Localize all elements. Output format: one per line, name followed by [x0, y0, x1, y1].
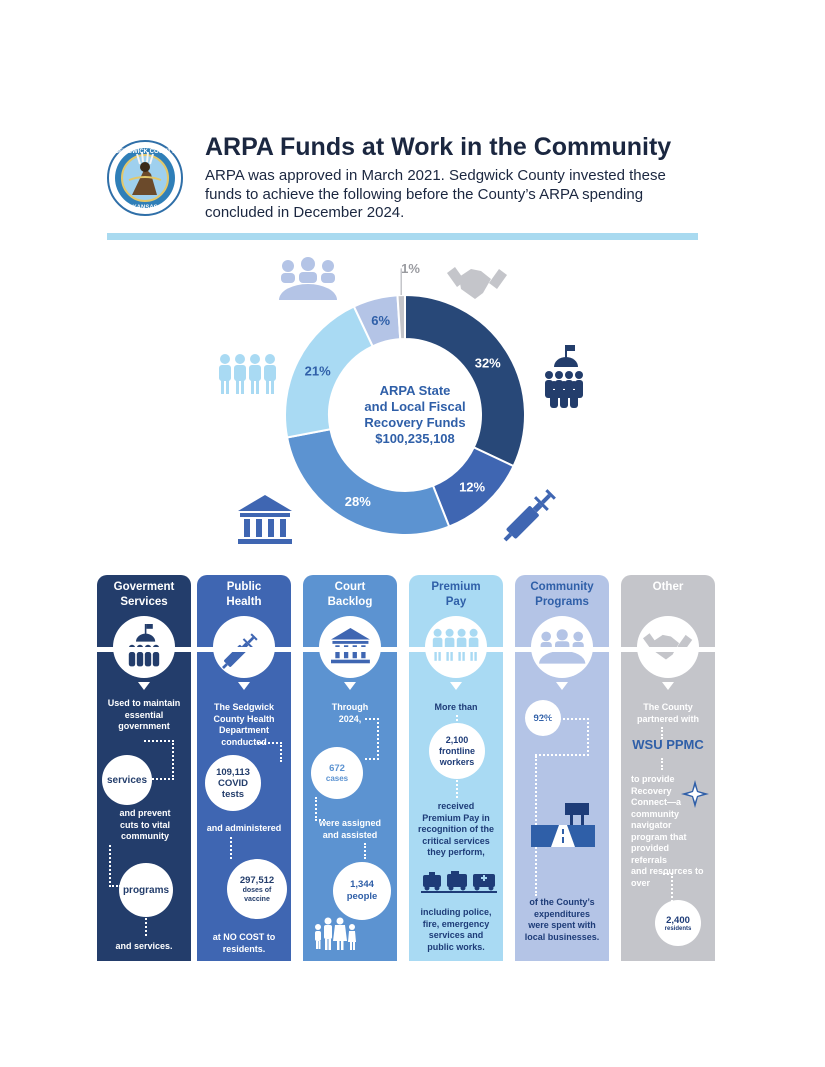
- page-title: ARPA Funds at Work in the Community: [205, 133, 672, 161]
- bubble-line: cases: [325, 774, 349, 783]
- gov-bubble-programs: programs: [119, 863, 173, 917]
- column-title-line: Services: [120, 596, 168, 608]
- text-line: Through: [331, 702, 369, 712]
- other-column: [621, 575, 715, 961]
- column-title-line: Other: [652, 581, 684, 593]
- text-line: Used to maintain: [107, 698, 181, 708]
- text-line: navigator: [631, 820, 672, 830]
- text-line: 2024,: [338, 713, 362, 724]
- text-line: The County: [643, 702, 693, 712]
- column-title-line: Court: [334, 581, 366, 593]
- text-line: fire, emergency: [422, 918, 490, 929]
- column-title-line: Public: [226, 581, 262, 593]
- community-programs-column: [515, 575, 609, 961]
- text-line: were spent with: [528, 920, 596, 930]
- text-line: community: [120, 831, 169, 841]
- column-title: [621, 580, 715, 595]
- bubble-line: doses of: [242, 886, 272, 894]
- slice-percent-label: 1%: [401, 261, 420, 277]
- text-line: Recovery: [631, 785, 672, 796]
- dotted-connector: [145, 918, 147, 936]
- dotted-connector: [364, 843, 366, 859]
- text-line: over: [631, 877, 651, 888]
- text-line: and resources to: [631, 866, 704, 876]
- handshake-icon: [447, 267, 507, 299]
- column-title-line: Health: [226, 596, 262, 608]
- text-line: local businesses.: [524, 931, 600, 942]
- bubble-line: people: [346, 891, 378, 902]
- text-line: services and: [428, 930, 484, 940]
- bubble-line: 2,100: [445, 734, 469, 745]
- slice-percent-label: 28%: [344, 493, 371, 509]
- gov-text-1: [97, 698, 191, 733]
- slice-percent-label: 21%: [304, 363, 331, 379]
- compass-star-icon: [681, 780, 709, 808]
- premium-text-2: [409, 801, 503, 859]
- bubble-line: 1,344: [350, 879, 374, 890]
- center-label-line: and Local Fiscal: [364, 399, 466, 414]
- text-line: Department: [218, 725, 269, 735]
- government-services-column: [97, 575, 191, 961]
- text-line: at NO COST to: [212, 932, 276, 942]
- emergency-vehicles-icon: [421, 871, 497, 893]
- text-line: of the County’s: [529, 897, 595, 907]
- center-label-line: Recovery Funds: [364, 415, 466, 430]
- text-line: received: [437, 801, 475, 811]
- column-title: [303, 580, 397, 610]
- column-title-line: Premium: [431, 581, 481, 593]
- column-title-line: Pay: [445, 596, 467, 608]
- column-title-line: Goverment: [113, 581, 175, 593]
- health-bubble-vaccine: [227, 859, 287, 919]
- column-title: [515, 580, 609, 610]
- text-line: residents.: [222, 943, 266, 954]
- court-backlog-column: [303, 575, 397, 961]
- bubble-number: 672: [329, 763, 345, 774]
- dotted-connector: [230, 837, 232, 859]
- text-line: government: [118, 721, 170, 731]
- premium-pay-column: [409, 575, 503, 961]
- center-label-total: $100,235,108: [375, 431, 455, 446]
- text-line: cuts to vital: [119, 819, 170, 830]
- text-line: including police,: [420, 907, 492, 917]
- syringe-icon: [499, 487, 558, 546]
- community-bubble-percent: 92%: [525, 700, 561, 736]
- text-line: conducted: [221, 736, 267, 747]
- text-line: were assigned: [318, 818, 382, 828]
- premium-bubble-workers: [429, 723, 485, 779]
- bubble-line: residents: [664, 925, 692, 932]
- column-title-line: Community: [530, 581, 594, 593]
- community-icon: [279, 257, 337, 300]
- text-line: expenditures: [533, 908, 591, 919]
- text-line: and prevent: [119, 808, 171, 818]
- text-line: partnered with: [636, 713, 699, 724]
- dotted-connector: [257, 742, 282, 762]
- bubble-line: workers: [439, 756, 475, 767]
- dotted-connector: [365, 718, 379, 760]
- bubble-line: frontline: [439, 745, 475, 756]
- bubble-line: 109,113: [216, 766, 250, 778]
- column-title: [197, 580, 291, 610]
- text-line: program that: [631, 831, 687, 842]
- svg-text:KANSAS: KANSAS: [132, 205, 158, 211]
- road-sign-icon: [531, 799, 595, 847]
- svg-text:SEDGWICK COUNTY: SEDGWICK COUNTY: [115, 149, 175, 155]
- text-line: they perform,: [427, 847, 485, 857]
- bubble-line: vaccine: [244, 895, 270, 903]
- slice-percent-label: 6%: [371, 313, 391, 329]
- text-line: provided referrals: [631, 843, 670, 865]
- courthouse-icon: [238, 495, 292, 544]
- text-line: essential: [124, 709, 164, 720]
- text-line: Connect—a: [631, 797, 682, 807]
- premium-text-1: More than: [434, 702, 478, 712]
- family-icon: [313, 917, 357, 951]
- other-text-1: [621, 702, 715, 725]
- other-bubble-residents: [655, 900, 701, 946]
- center-label-line: ARPA State: [379, 383, 451, 398]
- column-title-line: Programs: [535, 596, 589, 608]
- workers-icon: [219, 354, 276, 394]
- text-line: community: [631, 808, 680, 819]
- bubble-number: 297,512: [239, 874, 275, 886]
- text-line: County Health: [213, 713, 275, 724]
- intro-paragraph: ARPA was approved in March 2021. Sedgwick County invested these funds to achieve the following before the County’s ARPA spending concluded in December 2024.: [205, 167, 666, 221]
- dotted-connector: [456, 780, 458, 798]
- slice-percent-label: 32%: [474, 355, 501, 371]
- health-text-3: [197, 932, 291, 955]
- bubble-number: 2,400: [666, 914, 690, 926]
- gov-bubble-services: services: [102, 755, 152, 805]
- dotted-connector: [535, 718, 589, 756]
- health-text-2: and administered: [206, 823, 282, 833]
- column-connector-band: [97, 647, 717, 652]
- court-text-2: [303, 818, 397, 841]
- gov-text-3: and services.: [115, 941, 173, 951]
- public-health-column: [197, 575, 291, 961]
- column-title-line: Backlog: [327, 596, 373, 608]
- column-title: [409, 580, 503, 610]
- bubble-line: COVID: [217, 777, 249, 789]
- text-line: recognition of the: [418, 824, 494, 834]
- text-line: The Sedgwick: [213, 702, 275, 712]
- people-flag-icon: [545, 345, 583, 408]
- dotted-connector: [661, 758, 663, 770]
- donut-center-label: [340, 383, 490, 447]
- text-line: Premium Pay in: [422, 812, 490, 823]
- court-bubble-people: [333, 862, 391, 920]
- dotted-connector: [152, 778, 174, 780]
- health-bubble-tests: [205, 755, 261, 811]
- court-bubble-cases: [311, 747, 363, 799]
- bubble-line: tests: [221, 788, 245, 800]
- partner-name: WSU PPMC: [632, 737, 704, 752]
- column-title: [97, 580, 191, 610]
- slice-percent-label: 12%: [459, 479, 486, 495]
- text-line: and assisted: [322, 829, 378, 840]
- text-line: to provide: [631, 774, 675, 784]
- court-text-1: [303, 702, 397, 725]
- community-text-1: [515, 897, 609, 943]
- text-line: public works.: [427, 941, 485, 952]
- gov-text-2: [103, 808, 187, 843]
- text-line: critical services: [422, 835, 490, 846]
- dotted-connector: [109, 845, 121, 887]
- premium-text-3: [409, 907, 503, 953]
